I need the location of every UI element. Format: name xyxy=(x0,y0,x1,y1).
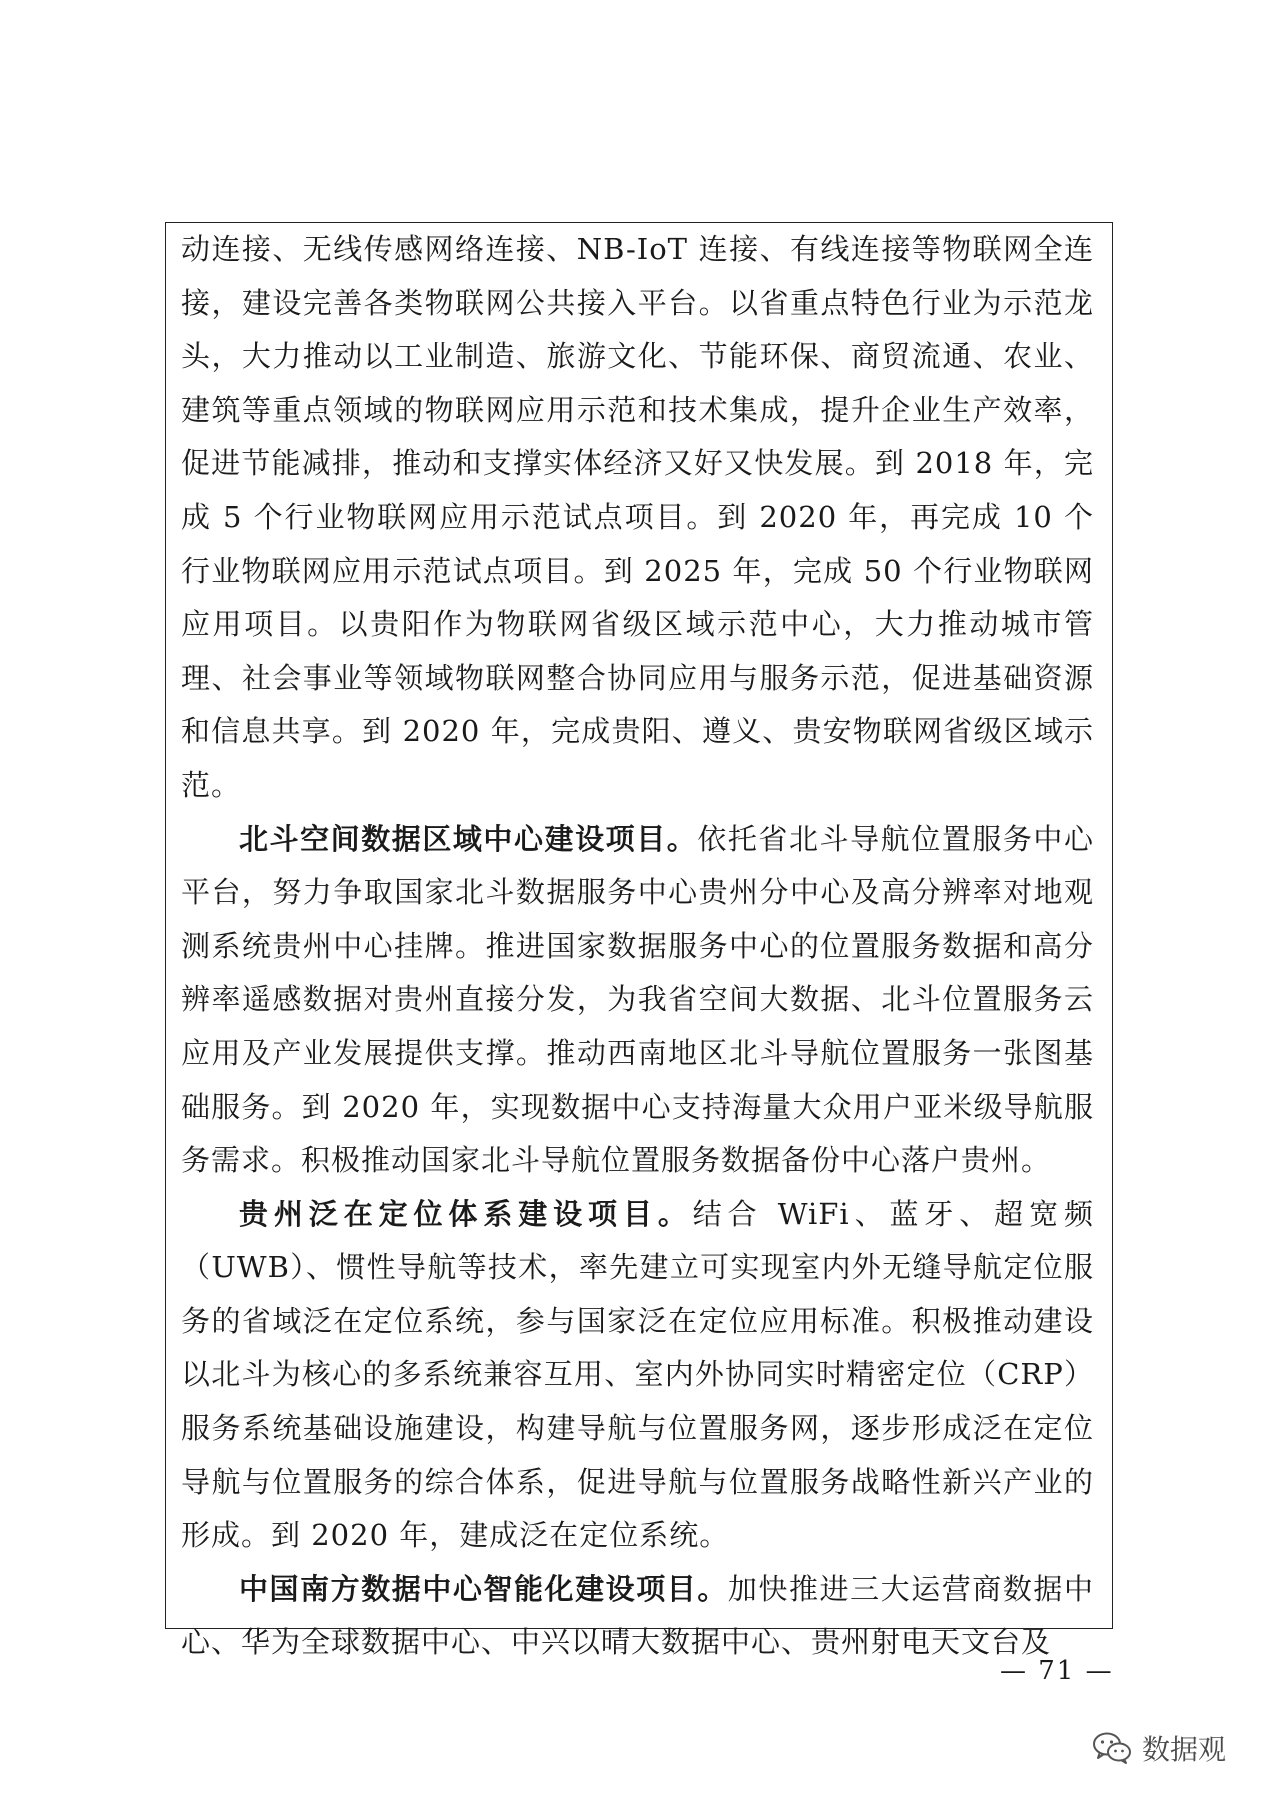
paragraph-text: 依托省北斗导航位置服务中心平台，努力争取国家北斗数据服务中心贵州分中心及高分辨率对地观测系统贵州中心挂牌。推进国家数据服务中心的位置服务数据和高分辨率遥感数据对贵州直接分发，为我省空间大数据、北斗位置服务云应用及产业发展提供支撑。推动西南地区北斗导航位置服务一张图基础服务。到 2020 年，实现数据中心支持海量大众用户亚米级导航服务需求。积极推动国家北斗导航位置服务数据备份中心落户贵州。 xyxy=(181,821,1094,1178)
paragraph-text: 加快推进三大运营商数据中心、华为全球数据中心、中兴以晴大数据中心、贵州射电天文台及 xyxy=(181,1571,1094,1660)
watermark xyxy=(1092,1728,1226,1768)
paragraph-heading: 贵州泛在定位体系建设项目。 xyxy=(239,1196,693,1231)
paragraph-text: 动连接、无线传感网络连接、NB-IoT 连接、有线连接等物联网全连接，建设完善各类物联网公共接入平台。以省重点特色行业为示范龙头，大力推动以工业制造、旅游文化、节能环保、商贸流通、农业、建筑等重点领域的物联网应用示范和技术集成，提升企业生产效率，促进节能减排，推动和支撑实体经济又好又快发展。到 2018 年，完成 5 个行业物联网应用示范试点项目。到 2020 年，再完成 10 个行业物联网应用示范试点项目。到 2025 年，完成 50 个行业物联网应用项目。以贵阳作为物联网省级区域示范中心，大力推动城市管理、社会事业等领域物联网整合协同应用与服务示范，促进基础资源和信息共享。到 2020 年，完成贵阳、遵义、贵安物联网省级区域示范。 xyxy=(181,232,1094,802)
watermark-text: 数据观 xyxy=(1142,1733,1227,1766)
paragraph-heading: 中国南方数据中心智能化建设项目。 xyxy=(239,1571,728,1606)
paragraph-positioning xyxy=(181,1188,1094,1563)
paragraph-text: 结合 WiFi、蓝牙、超宽频（UWB）、惯性导航等技术，率先建立可实现室内外无缝导航定位服务的省域泛在定位系统，参与国家泛在定位应用标准。积极推动建设以北斗为核心的多系统兼容互用、室内外协同实时精密定位（CRP）服务系统基础设施建设，构建导航与位置服务网，逐步形成泛在定位导航与位置服务的综合体系，促进导航与位置服务战略性新兴产业的形成。到 2020 年，建成泛在定位系统。 xyxy=(181,1196,1094,1553)
paragraph-iot xyxy=(181,223,1094,813)
page-number: — 71 — xyxy=(1000,1656,1114,1686)
content-frame xyxy=(165,222,1113,1660)
paragraph-heading: 北斗空间数据区域中心建设项目。 xyxy=(239,821,698,856)
wechat-icon xyxy=(1092,1731,1132,1765)
paragraph-datacenter xyxy=(181,1563,1094,1670)
paragraph-beidou xyxy=(181,813,1094,1188)
